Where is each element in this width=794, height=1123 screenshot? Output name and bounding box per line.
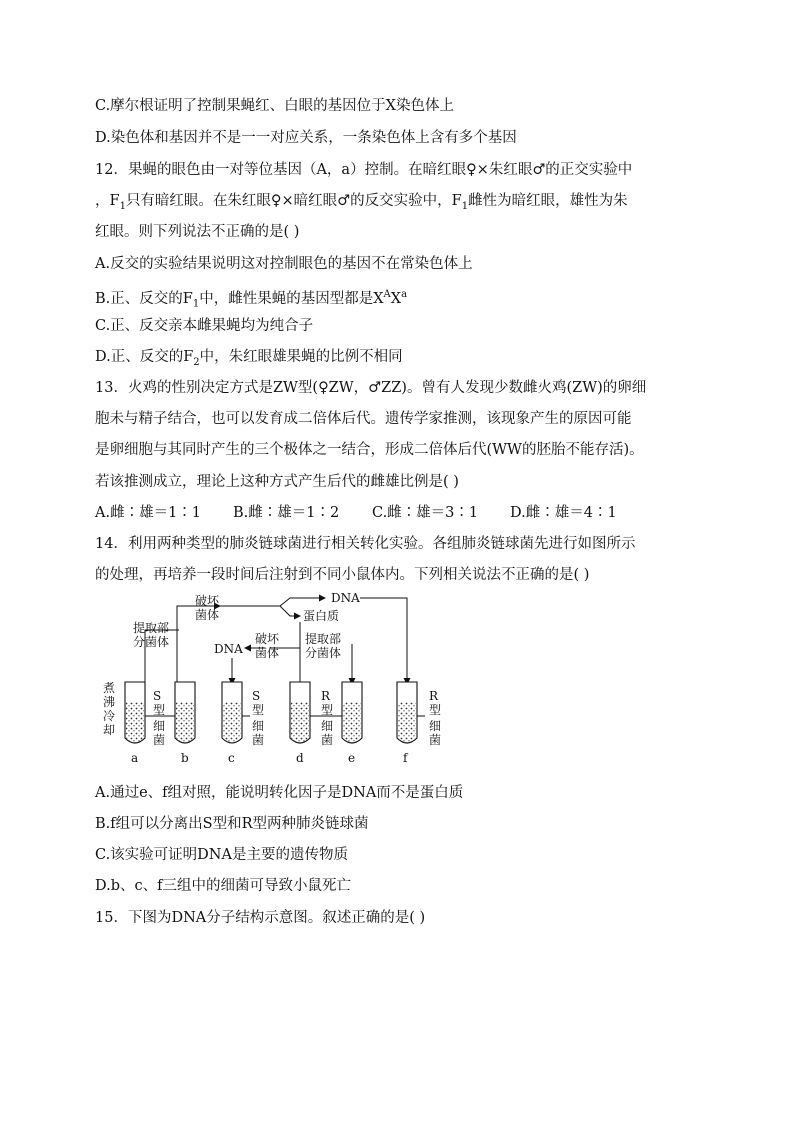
svg-text:煮: 煮 bbox=[103, 681, 116, 695]
q13-stem-line4: 若该推测成立，理论上这种方式产生后代的雌雄比例是( ) bbox=[95, 474, 459, 490]
tube-label-b: b bbox=[181, 751, 189, 765]
q12-text: 中，朱红眼雄果蝇的比例不相同 bbox=[199, 349, 403, 365]
transformation-experiment-diagram bbox=[95, 592, 455, 770]
q12-text: X bbox=[390, 290, 402, 307]
svg-text:菌: 菌 bbox=[153, 733, 166, 747]
svg-text:菌: 菌 bbox=[429, 733, 442, 747]
subscript: 1 bbox=[461, 200, 469, 212]
svg-text:型: 型 bbox=[153, 703, 166, 717]
q14-option-d: D.b、c、f三组中的细菌可导致小鼠死亡 bbox=[95, 878, 351, 894]
label-extract: 分菌体 bbox=[305, 646, 342, 660]
svg-text:细: 细 bbox=[429, 719, 442, 733]
svg-text:菌: 菌 bbox=[321, 733, 334, 747]
option-c-prev: C.摩尔根证明了控制果蝇红、白眼的基因位于X染色体上 bbox=[95, 98, 455, 114]
q14-stem-line1: 14．利用两种类型的肺炎链球菌进行相关转化实验。各组肺炎链球菌先进行如图所示 bbox=[95, 536, 636, 552]
superscript: a bbox=[401, 289, 408, 300]
q13-option-b: B.雌∶雄＝1∶2 bbox=[233, 505, 340, 521]
q13-options bbox=[95, 503, 655, 523]
q12-stem-line1: 12．果蝇的眼色由一对等位基因（A，a）控制。在暗红眼♀×朱红眼♂的正交实验中 bbox=[95, 162, 633, 178]
label-destroy: 菌体 bbox=[195, 608, 220, 622]
label-destroy: 破坏 bbox=[255, 632, 280, 646]
svg-text:R: R bbox=[429, 689, 439, 703]
label-r-type-bacteria bbox=[321, 689, 333, 747]
q14-option-c: C.该实验可证明DNA是主要的遗传物质 bbox=[95, 847, 348, 863]
q12-option-c: C.正、反交亲本雌果蝇均为纯合子 bbox=[95, 318, 314, 334]
label-destroy: 菌体 bbox=[255, 646, 280, 660]
q13-stem-line2: 胞未与精子结合，也可以发育成二倍体后代。遗传学家推测，该现象产生的原因可能 bbox=[95, 411, 632, 427]
label-boil-cool bbox=[103, 680, 115, 737]
q13-option-d: D.雌∶雄＝4∶1 bbox=[510, 505, 617, 521]
test-tubes bbox=[125, 682, 417, 743]
svg-text:S: S bbox=[153, 689, 162, 703]
q12-option-b bbox=[95, 285, 407, 315]
q14-option-a: A.通过e、f组对照，能说明转化因子是DNA而不是蛋白质 bbox=[95, 785, 464, 801]
svg-text:冷: 冷 bbox=[103, 709, 116, 723]
tube-label-e: e bbox=[348, 751, 356, 765]
label-s-type-bacteria bbox=[153, 689, 165, 747]
q12-text: 只有暗红眼。在朱红眼♀×暗红眼♂的反交实验中，F bbox=[125, 193, 462, 209]
q12-text: D.正、反交的F bbox=[95, 349, 194, 365]
q14-stem-line2: 的处理，再培养一段时间后注射到不同小鼠体内。下列相关说法不正确的是( ) bbox=[95, 567, 590, 583]
label-dna: DNA bbox=[331, 592, 360, 605]
svg-text:却: 却 bbox=[103, 723, 116, 737]
svg-text:菌: 菌 bbox=[252, 733, 265, 747]
svg-text:细: 细 bbox=[321, 719, 334, 733]
q12-text: B.正、反交的F bbox=[95, 290, 193, 307]
superscript: A bbox=[383, 289, 391, 300]
label-extract: 提取部 bbox=[305, 632, 342, 646]
svg-text:S: S bbox=[252, 689, 261, 703]
tube-label-a: a bbox=[131, 751, 139, 765]
svg-text:沸: 沸 bbox=[103, 695, 116, 709]
q12-text: 雌性为暗红眼，雄性为朱 bbox=[468, 193, 628, 209]
tube-letter-labels bbox=[131, 751, 409, 765]
q12-option-d bbox=[95, 347, 403, 373]
label-protein: 蛋白质 bbox=[303, 609, 340, 623]
q12-stem-line3: 红眼。则下列说法不正确的是( ) bbox=[95, 224, 300, 240]
label-s-type-bacteria bbox=[252, 689, 264, 747]
svg-text:型: 型 bbox=[429, 703, 442, 717]
label-dna: DNA bbox=[214, 642, 243, 656]
tube-label-c: c bbox=[228, 751, 235, 765]
tube-label-f: f bbox=[403, 751, 408, 765]
q15-stem: 15．下图为DNA分子结构示意图。叙述正确的是( ) bbox=[95, 910, 426, 926]
svg-text:型: 型 bbox=[252, 703, 265, 717]
q12-text: 中，雌性果蝇的基因型都是X bbox=[199, 290, 384, 307]
tube-label-d: d bbox=[296, 751, 304, 765]
q14-option-b: B.f组可以分离出S型和R型两种肺炎链球菌 bbox=[95, 816, 369, 832]
svg-text:型: 型 bbox=[321, 703, 334, 717]
q12-option-a: A.反交的实验结果说明这对控制眼色的基因不在常染色体上 bbox=[95, 256, 473, 272]
svg-text:细: 细 bbox=[252, 719, 265, 733]
svg-text:细: 细 bbox=[153, 719, 166, 733]
label-destroy: 破坏 bbox=[195, 594, 220, 608]
q12-text: ，F bbox=[95, 193, 120, 209]
option-d-prev: D.染色体和基因并不是一一对应关系，一条染色体上含有多个基因 bbox=[95, 130, 517, 146]
subscript: 1 bbox=[119, 200, 126, 212]
label-extract: 分菌体 bbox=[133, 635, 170, 649]
label-r-type-bacteria bbox=[429, 689, 441, 747]
q13-option-c: C.雌∶雄＝3∶1 bbox=[372, 505, 479, 521]
q13-stem-line1: 13．火鸡的性别决定方式是ZW型(♀ZW，♂ZZ)。曾有人发现少数雌火鸡(ZW)的卵细 bbox=[95, 380, 647, 396]
subscript: 1 bbox=[192, 298, 200, 310]
q12-stem-line2 bbox=[95, 191, 628, 217]
q13-stem-line3: 是卵细胞与其同时产生的三个极体之一结合，形成二倍体后代(WW的胚胎不能存活)。 bbox=[95, 442, 644, 458]
label-extract: 提取部 bbox=[133, 621, 170, 635]
svg-text:R: R bbox=[321, 689, 331, 703]
subscript: 2 bbox=[193, 356, 200, 368]
q13-option-a: A.雌∶雄＝1∶1 bbox=[95, 505, 202, 521]
